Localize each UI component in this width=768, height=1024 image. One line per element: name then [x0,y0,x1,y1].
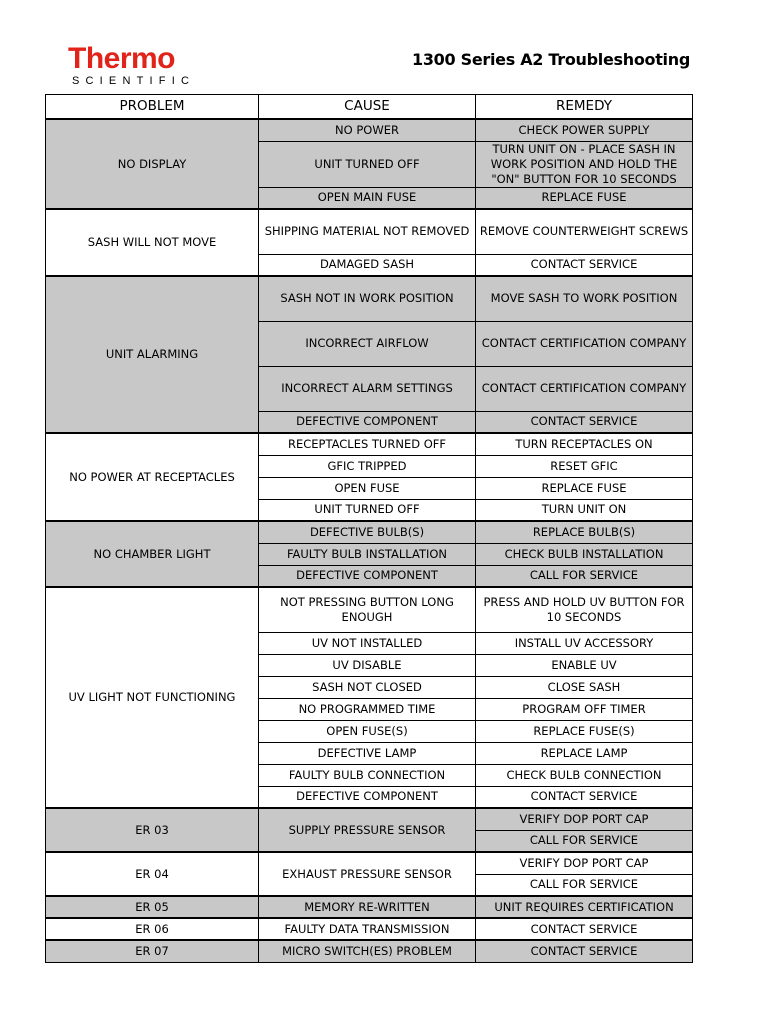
cause-cell: DEFECTIVE COMPONENT [259,411,476,433]
group-no-chamber-light [46,521,693,587]
group-er-06 [46,918,693,940]
remedy-cell: CHECK BULB CONNECTION [476,764,693,786]
cause-cell: OPEN MAIN FUSE [259,187,476,209]
cause-cell: OPEN FUSE [259,477,476,499]
remedy-cell: TURN RECEPTACLES ON [476,433,693,455]
cause-header: CAUSE [259,95,476,120]
table-row [46,209,693,254]
remedy-cell: PRESS AND HOLD UV BUTTON FOR 10 SECONDS [476,587,693,632]
cause-cell: FAULTY BULB CONNECTION [259,764,476,786]
remedy-cell: VERIFY DOP PORT CAP [476,808,693,830]
problem-cell: NO DISPLAY [46,119,259,209]
remedy-cell: CHECK BULB INSTALLATION [476,543,693,565]
cause-cell: GFIC TRIPPED [259,455,476,477]
cause-cell: UV NOT INSTALLED [259,632,476,654]
cause-cell: INCORRECT AIRFLOW [259,321,476,366]
remedy-cell: CHECK POWER SUPPLY [476,119,693,141]
problem-cell: ER 03 [46,808,259,852]
table-row [46,852,693,874]
remedy-cell: REPLACE FUSE [476,477,693,499]
cause-cell: DEFECTIVE BULB(S) [259,521,476,543]
remedy-cell: TURN UNIT ON - PLACE SASH IN WORK POSITION AND HOLD THE "ON" BUTTON FOR 10 SECONDS [476,141,693,187]
group-sash-will-not-move [46,209,693,276]
table-row [46,276,693,321]
cause-cell: DEFECTIVE COMPONENT [259,786,476,808]
group-no-display [46,119,693,209]
remedy-cell: CALL FOR SERVICE [476,830,693,852]
problem-cell: NO CHAMBER LIGHT [46,521,259,587]
remedy-cell: REMOVE COUNTERWEIGHT SCREWS [476,209,693,254]
brand-sub: SCIENTIFIC [72,75,196,87]
group-no-power-at-receptacles [46,433,693,521]
group-er-03 [46,808,693,852]
table-row [46,918,693,940]
remedy-cell: CONTACT SERVICE [476,786,693,808]
cause-cell: SASH NOT IN WORK POSITION [259,276,476,321]
cause-cell: MICRO SWITCH(ES) PROBLEM [259,940,476,962]
remedy-cell: PROGRAM OFF TIMER [476,698,693,720]
remedy-header: REMEDY [476,95,693,120]
table-row [46,587,693,632]
cause-cell: INCORRECT ALARM SETTINGS [259,366,476,411]
group-er-07 [46,940,693,962]
remedy-cell: CONTACT SERVICE [476,254,693,276]
remedy-cell: TURN UNIT ON [476,499,693,521]
table-row [46,119,693,141]
cause-cell: UNIT TURNED OFF [259,141,476,187]
problem-header: PROBLEM [46,95,259,120]
problem-cell: SASH WILL NOT MOVE [46,209,259,276]
problem-cell: NO POWER AT RECEPTACLES [46,433,259,521]
remedy-cell: CONTACT CERTIFICATION COMPANY [476,321,693,366]
remedy-cell: CONTACT SERVICE [476,940,693,962]
table-row [46,433,693,455]
troubleshooting-table [45,94,693,963]
cause-cell: MEMORY RE-WRITTEN [259,896,476,918]
remedy-cell: CONTACT SERVICE [476,918,693,940]
cause-cell: FAULTY BULB INSTALLATION [259,543,476,565]
remedy-cell: CLOSE SASH [476,676,693,698]
remedy-cell: ENABLE UV [476,654,693,676]
problem-cell: ER 05 [46,896,259,918]
problem-cell: ER 07 [46,940,259,962]
cause-cell: SHIPPING MATERIAL NOT REMOVED [259,209,476,254]
group-uv-light-not-functioning [46,587,693,808]
table-row [46,940,693,962]
remedy-cell: MOVE SASH TO WORK POSITION [476,276,693,321]
cause-cell: FAULTY DATA TRANSMISSION [259,918,476,940]
remedy-cell: CONTACT SERVICE [476,411,693,433]
problem-cell: ER 06 [46,918,259,940]
cause-cell: SUPPLY PRESSURE SENSOR [259,808,476,852]
thermo-scientific-logo [68,44,195,87]
remedy-cell: CALL FOR SERVICE [476,565,693,587]
group-unit-alarming [46,276,693,433]
cause-cell: DEFECTIVE COMPONENT [259,565,476,587]
remedy-cell: CALL FOR SERVICE [476,874,693,896]
remedy-cell: INSTALL UV ACCESSORY [476,632,693,654]
remedy-cell: CONTACT CERTIFICATION COMPANY [476,366,693,411]
remedy-cell: REPLACE BULB(S) [476,521,693,543]
cause-cell: SASH NOT CLOSED [259,676,476,698]
table-row [46,808,693,830]
cause-cell: RECEPTACLES TURNED OFF [259,433,476,455]
cause-cell: UV DISABLE [259,654,476,676]
cause-cell: NO PROGRAMMED TIME [259,698,476,720]
remedy-cell: REPLACE FUSE(S) [476,720,693,742]
cause-cell: DEFECTIVE LAMP [259,742,476,764]
brand-name: Thermo [68,42,176,75]
cause-cell: NOT PRESSING BUTTON LONG ENOUGH [259,587,476,632]
remedy-cell: UNIT REQUIRES CERTIFICATION [476,896,693,918]
cause-cell: OPEN FUSE(S) [259,720,476,742]
group-er-05 [46,896,693,918]
table-row [46,896,693,918]
problem-cell: ER 04 [46,852,259,896]
remedy-cell: REPLACE LAMP [476,742,693,764]
remedy-cell: REPLACE FUSE [476,187,693,209]
cause-cell: DAMAGED SASH [259,254,476,276]
table-row [46,521,693,543]
remedy-cell: RESET GFIC [476,455,693,477]
document-title: 1300 Series A2 Troubleshooting [412,50,690,69]
cause-cell: UNIT TURNED OFF [259,499,476,521]
cause-cell: EXHAUST PRESSURE SENSOR [259,852,476,896]
group-er-04 [46,852,693,896]
remedy-cell: VERIFY DOP PORT CAP [476,852,693,874]
problem-cell: UNIT ALARMING [46,276,259,433]
cause-cell: NO POWER [259,119,476,141]
header-row [46,95,693,120]
problem-cell: UV LIGHT NOT FUNCTIONING [46,587,259,808]
